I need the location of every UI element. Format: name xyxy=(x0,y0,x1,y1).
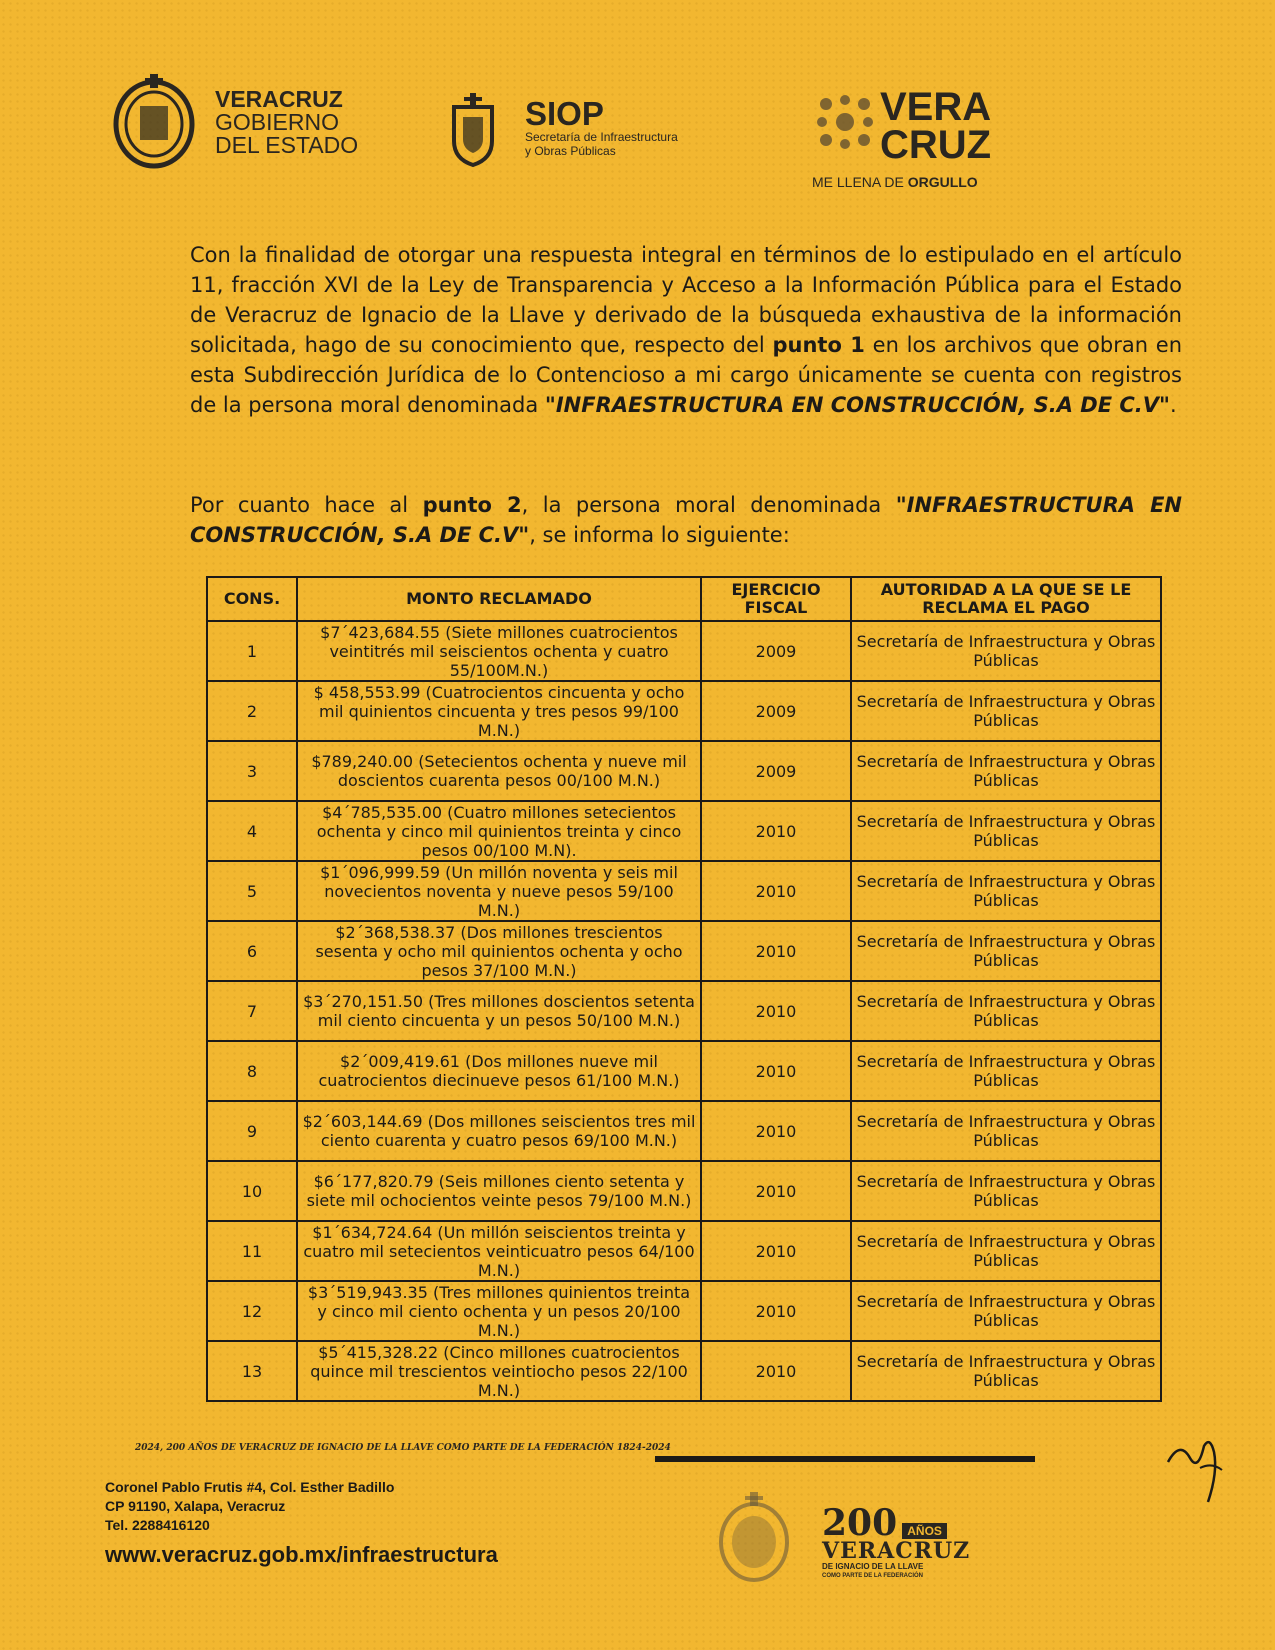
logo200-sub2: COMO PARTE DE LA FEDERACIÓN xyxy=(822,1573,924,1579)
table-row xyxy=(207,1101,1161,1161)
table-row xyxy=(207,1341,1161,1401)
cell-monto: $789,240.00 (Setecientos ochenta y nueve mil doscientos cuarenta pesos 00/100 M.N.) xyxy=(297,741,701,801)
bicentenario-legend: 2024, 200 AÑOS DE VERACRUZ DE IGNACIO DE LA LLAVE COMO PARTE DE LA FEDERACIÓN 1824-2024 xyxy=(135,1443,671,1453)
p1-text-e: . xyxy=(1169,393,1177,417)
logo200-anos: AÑOS xyxy=(902,1523,947,1539)
paragraph-punto-2 xyxy=(190,490,1182,550)
cell-monto: $2´603,144.69 (Dos millones seiscientos tres mil ciento cuarenta y cuatro pesos 69/100 M.N.) xyxy=(297,1101,701,1161)
cell-monto: $6´177,820.79 (Seis millones ciento setenta y siete mil ochocientos veinte pesos 79/100 M.N.) xyxy=(297,1161,701,1221)
cell-autoridad: Secretaría de Infraestructura y Obras Públicas xyxy=(851,1281,1161,1341)
cell-cons: 13 xyxy=(207,1341,297,1401)
cell-autoridad: Secretaría de Infraestructura y Obras Públicas xyxy=(851,621,1161,681)
cell-autoridad: Secretaría de Infraestructura y Obras Públicas xyxy=(851,1161,1161,1221)
cell-monto: $3´519,943.35 (Tres millones quinientos treinta y cinco mil ciento ochenta y un pesos 20/100 M.N.) xyxy=(297,1281,701,1341)
footer-state-seal-icon xyxy=(715,1490,793,1584)
table-row xyxy=(207,1281,1161,1341)
cell-ejercicio: 2010 xyxy=(701,801,851,861)
slogan-prefix: ME LLENA DE xyxy=(812,174,908,190)
cell-autoridad: Secretaría de Infraestructura y Obras Públicas xyxy=(851,741,1161,801)
cell-ejercicio: 2010 xyxy=(701,1161,851,1221)
cell-monto: $5´415,328.22 (Cinco millones cuatrocientos quince mil trescientos veintiocho pesos 22/100 M.N.) xyxy=(297,1341,701,1401)
table-row xyxy=(207,1161,1161,1221)
siop-logo-text xyxy=(525,95,678,158)
slogan-bold: ORGULLO xyxy=(907,174,978,190)
address-line1: Coronel Pablo Frutis #4, Col. Esther Badillo xyxy=(105,1479,395,1495)
header-autoridad: AUTORIDAD A LA QUE SE LE RECLAMA EL PAGO xyxy=(851,577,1161,621)
cell-monto: $2´368,538.37 (Dos millones trescientos sesenta y ocho mil quinientos ochenta y ocho pesos 37/100 M.N.) xyxy=(297,921,701,981)
cell-autoridad: Secretaría de Infraestructura y Obras Públicas xyxy=(851,801,1161,861)
cell-ejercicio: 2010 xyxy=(701,1041,851,1101)
cell-autoridad: Secretaría de Infraestructura y Obras Públicas xyxy=(851,861,1161,921)
p2-text-a: Por cuanto hace al xyxy=(190,493,423,517)
table-row xyxy=(207,1041,1161,1101)
logo200-sub1: DE IGNACIO DE LA LLAVE xyxy=(822,1562,924,1571)
cell-monto: $1´096,999.59 (Un millón noventa y seis mil novecientos noventa y nueve pesos 59/100 M.N.) xyxy=(297,861,701,921)
header-cons: CONS. xyxy=(207,577,297,621)
p2-text-e: , se informa lo siguiente: xyxy=(529,523,790,547)
cell-cons: 10 xyxy=(207,1161,297,1221)
cell-cons: 7 xyxy=(207,981,297,1041)
siop-emblem-icon xyxy=(448,93,498,168)
cell-autoridad: Secretaría de Infraestructura y Obras Públicas xyxy=(851,1101,1161,1161)
cell-cons: 9 xyxy=(207,1101,297,1161)
header-monto: MONTO RECLAMADO xyxy=(297,577,701,621)
p1-text-a: Con la finalidad de otorgar una respuesta integral en términos de lo estipulado en el artículo 11, fracción XVI de la Ley de Transparencia y Acceso a la Información Pública para el Estado de Veracruz de Ignacio de la Llave y derivado de la búsqueda exhaustiva de la información solicitada, hago de su conocimiento que, respecto del xyxy=(190,243,1182,357)
cell-autoridad: Secretaría de Infraestructura y Obras Públicas xyxy=(851,681,1161,741)
table-row xyxy=(207,621,1161,681)
siop-line2: y Obras Públicas xyxy=(525,144,616,158)
gobierno-logo-text xyxy=(215,88,358,157)
cell-monto: $2´009,419.61 (Dos millones nueve mil cuatrocientos diecinueve pesos 61/100 M.N.) xyxy=(297,1041,701,1101)
p1-punto-label: punto 1 xyxy=(772,333,865,357)
veracruz-pattern-icon xyxy=(812,90,878,154)
cell-cons: 4 xyxy=(207,801,297,861)
cell-cons: 8 xyxy=(207,1041,297,1101)
logo200-number: 200 xyxy=(822,1502,898,1544)
p2-company-name: "INFRAESTRUCTURA EN CONSTRUCCIÓN, S.A DE C.V" xyxy=(190,493,1183,547)
cell-cons: 11 xyxy=(207,1221,297,1281)
cell-ejercicio: 2009 xyxy=(701,681,851,741)
cell-ejercicio: 2010 xyxy=(701,1281,851,1341)
paragraph-punto-1 xyxy=(190,240,1182,420)
cell-cons: 2 xyxy=(207,681,297,741)
cell-ejercicio: 2010 xyxy=(701,921,851,981)
cell-autoridad: Secretaría de Infraestructura y Obras Públicas xyxy=(851,1221,1161,1281)
footer-website-link[interactable]: www.veracruz.gob.mx/infraestructura xyxy=(105,1542,498,1567)
p1-company-name: "INFRAESTRUCTURA EN CONSTRUCCIÓN, S.A DE C.V" xyxy=(544,393,1170,417)
cell-ejercicio: 2010 xyxy=(701,1101,851,1161)
vera-line1: VERA xyxy=(880,85,992,129)
cell-ejercicio: 2009 xyxy=(701,621,851,681)
table-row xyxy=(207,741,1161,801)
cell-cons: 1 xyxy=(207,621,297,681)
siop-line1: Secretaría de Infraestructura xyxy=(525,130,678,144)
cell-ejercicio: 2010 xyxy=(701,1221,851,1281)
cell-cons: 12 xyxy=(207,1281,297,1341)
gobierno-line1: VERACRUZ xyxy=(215,86,343,112)
cell-cons: 6 xyxy=(207,921,297,981)
veracruz-brand-logo xyxy=(880,85,992,167)
cell-autoridad: Secretaría de Infraestructura y Obras Públicas xyxy=(851,1041,1161,1101)
veracruz-slogan xyxy=(812,174,978,190)
table-row xyxy=(207,1221,1161,1281)
p2-punto-label: punto 2 xyxy=(422,493,522,517)
gobierno-line2: GOBIERNO xyxy=(215,109,339,135)
cell-monto: $4´785,535.00 (Cuatro millones setecientos ochenta y cinco mil quinientos treinta y cinco pesos 00/100 M.N). xyxy=(297,801,701,861)
cell-ejercicio: 2010 xyxy=(701,1341,851,1401)
cell-autoridad: Secretaría de Infraestructura y Obras Públicas xyxy=(851,981,1161,1041)
header-ejercicio: EJERCICIO FISCAL xyxy=(701,577,851,621)
cell-cons: 5 xyxy=(207,861,297,921)
p1-text-c: en los archivos que obran en esta Subdirección Jurídica de lo Contencioso a mi cargo únicamente se cuenta con registros de la persona moral denominada xyxy=(190,333,1182,417)
claims-table xyxy=(206,576,1162,1402)
table-row xyxy=(207,981,1161,1041)
cell-monto: $7´423,684.55 (Siete millones cuatrocientos veintitrés mil seiscientos ochenta y cuatro 55/100M.N.) xyxy=(297,621,701,681)
cell-monto: $1´634,724.64 (Un millón seiscientos treinta y cuatro mil setecientos veinticuatro pesos 64/100 M.N.) xyxy=(297,1221,701,1281)
footer-divider-dots xyxy=(655,1456,775,1462)
cell-monto: $ 458,553.99 (Cuatrocientos cincuenta y ocho mil quinientos cincuenta y tres pesos 99/100 M.N.) xyxy=(297,681,701,741)
table-row xyxy=(207,681,1161,741)
table-row xyxy=(207,921,1161,981)
signature-mark-icon xyxy=(1160,1432,1230,1512)
cell-ejercicio: 2010 xyxy=(701,981,851,1041)
cell-monto: $3´270,151.50 (Tres millones doscientos setenta mil ciento cincuenta y un pesos 50/100 M.N.) xyxy=(297,981,701,1041)
table-row xyxy=(207,801,1161,861)
table-header-row xyxy=(207,577,1161,621)
address-phone: Tel. 2288416120 xyxy=(105,1517,210,1533)
address-line2: CP 91190, Xalapa, Veracruz xyxy=(105,1498,286,1514)
siop-acronym: SIOP xyxy=(525,95,604,132)
gobierno-line3: DEL ESTADO xyxy=(215,132,359,158)
p2-text-c: , la persona moral denominada xyxy=(521,493,896,517)
cell-autoridad: Secretaría de Infraestructura y Obras Públicas xyxy=(851,921,1161,981)
cell-ejercicio: 2009 xyxy=(701,741,851,801)
cell-cons: 3 xyxy=(207,741,297,801)
vera-line2: CRUZ xyxy=(880,123,992,167)
bicentenario-logo xyxy=(822,1502,971,1580)
cell-ejercicio: 2010 xyxy=(701,861,851,921)
state-seal-icon xyxy=(110,70,198,170)
table-row xyxy=(207,861,1161,921)
cell-autoridad: Secretaría de Infraestructura y Obras Públicas xyxy=(851,1341,1161,1401)
footer-address xyxy=(105,1478,394,1535)
logo200-name: VERACRUZ xyxy=(822,1538,971,1564)
